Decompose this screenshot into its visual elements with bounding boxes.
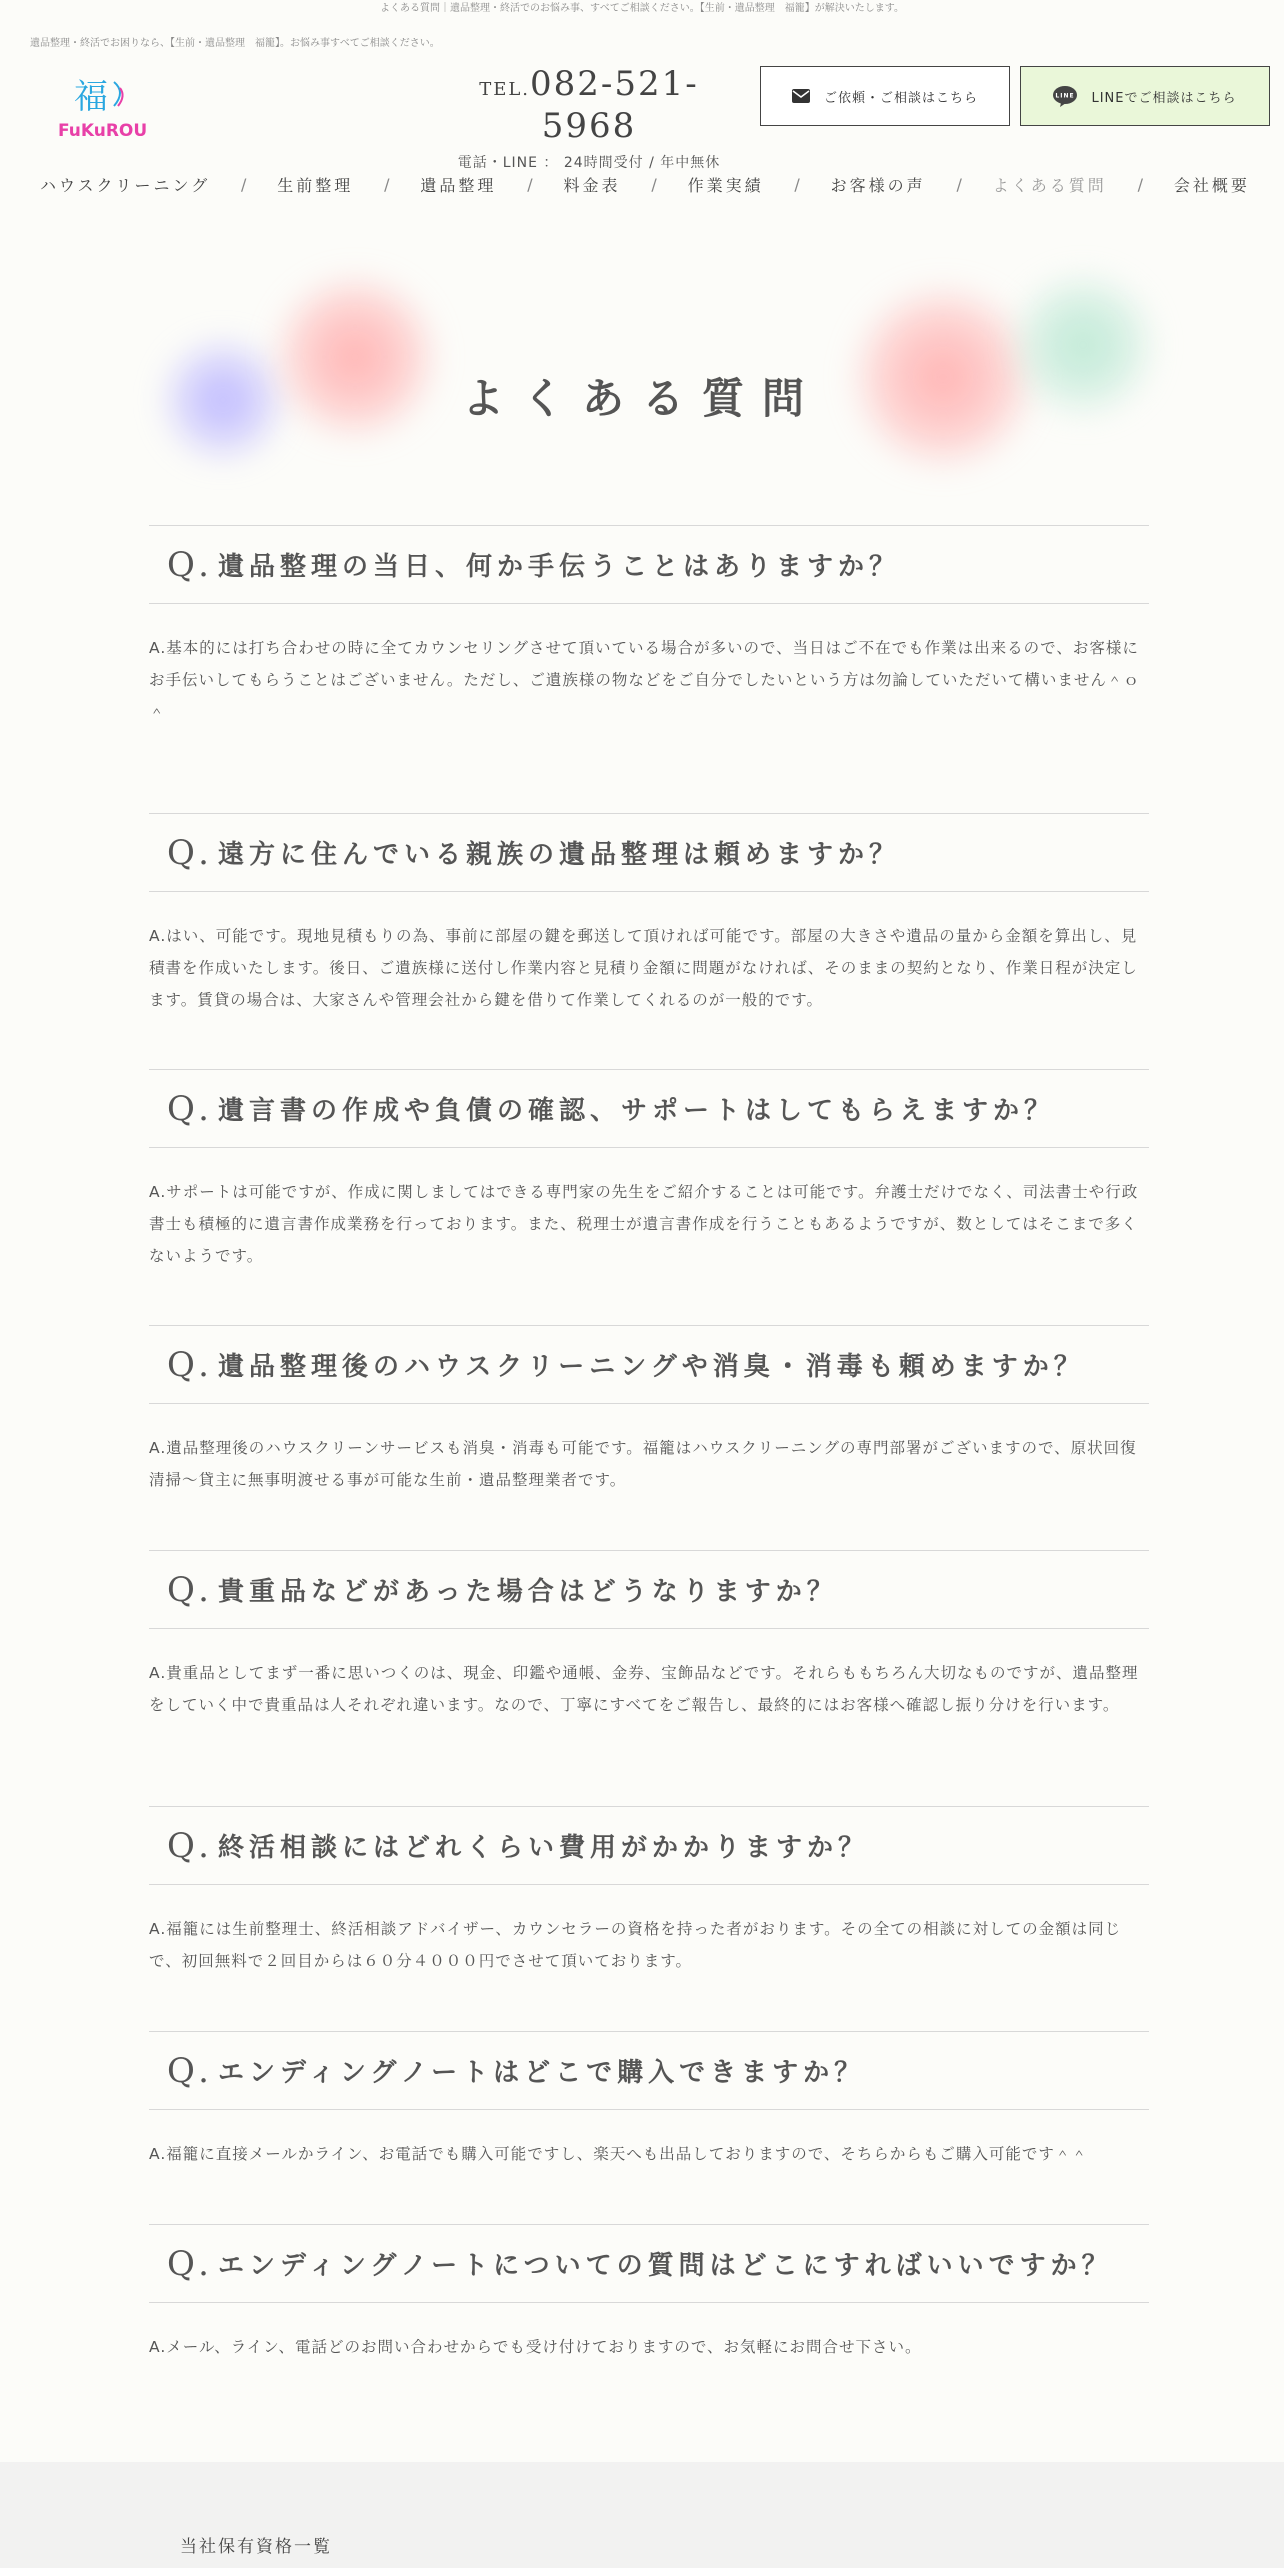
nav-item-pricing[interactable]: 料金表: [563, 176, 621, 195]
nav-separator: /: [956, 175, 962, 194]
nav-separator: /: [651, 175, 657, 194]
tel-number[interactable]: 082-521-5968: [530, 64, 699, 146]
nav-separator: /: [527, 175, 533, 194]
faq-item: [149, 1550, 1149, 1806]
faq-answer: A.メール、ライン、電話どのお問い合わせからでも受け付けておりますので、お気軽にお問合せ下さい。: [149, 2338, 922, 2356]
line-button[interactable]: [1020, 66, 1270, 126]
nav-item-seizen-seiri[interactable]: 生前整理: [277, 176, 354, 195]
line-icon: [1053, 85, 1077, 107]
faq-item: [149, 1325, 1149, 1550]
faq-question[interactable]: [149, 1806, 1149, 1885]
faq-question[interactable]: [149, 1325, 1149, 1404]
faq-answer: A.貴重品としてまず一番に思いつくのは、現金、印鑑や通帳、金券、宝飾品などです。それらももちろん大切なものですが、遺品整理をしていく中で貴重品は人それぞれ違います。なので、丁寧にすべてをご報告し、最終的にはお客様へ確認し振り分けを行います。: [149, 1664, 1139, 1714]
tel-block: [448, 66, 730, 172]
global-nav: [40, 173, 1250, 196]
faq-question-text: エンディングノートはどこで購入できますか？: [218, 2058, 866, 2088]
faq-question[interactable]: [149, 2031, 1149, 2110]
q-mark: Q.: [167, 2243, 214, 2284]
faq-question-text: 遺言書の作成や負債の確認、サポートはしてもらえますか？: [218, 1096, 1056, 1126]
faq-answer: A.遺品整理後のハウスクリーンサービスも消臭・消毒も可能です。福籠はハウスクリーニングの専門部署がございますので、原状回復清掃〜貸主に無事明渡せる事が可能な生前・遺品整理業者です。: [149, 1439, 1137, 1489]
site-logo[interactable]: [56, 68, 146, 144]
q-mark: Q.: [167, 2050, 214, 2091]
q-mark: Q.: [167, 544, 214, 585]
faq-question-text: 貴重品などがあった場合はどうなりますか？: [218, 1577, 838, 1607]
faq-answer: A.はい、可能です。現地見積もりの為、事前に部屋の鍵を郵送して頂ければ可能です。部屋の大きさや遺品の量から金額を算出し、見積書を作成いたします。後日、ご遺族様に送付し作業内容と見積り金額に問題がなければ、そのままの契約となり、作業日程が決定します。賃貸の場合は、大家さんや管理会社から鍵を借りて作業してくれるのが一般的です。: [149, 927, 1138, 1009]
contact-button-label: ご依頼・ご相談はこちら: [823, 90, 978, 106]
nav-item-faq[interactable]: よくある質問: [992, 176, 1107, 195]
q-mark: Q.: [167, 1825, 214, 1866]
faq-question[interactable]: [149, 1550, 1149, 1629]
faq-answer: A.基本的には打ち合わせの時に全てカウンセリングさせて頂いている場合が多いので、当日はご不在でも作業は出来るので、お客様にお手伝いしてもらうことはございません。ただし、ご遺族様の物などをご自分でしたいという方は勿論していただいて構いません＾ｏ＾: [149, 639, 1140, 721]
line-icon-label: LINE: [1055, 92, 1076, 100]
logo-text: FuKuROU: [58, 121, 146, 141]
nav-separator: /: [1137, 175, 1143, 194]
faq-question[interactable]: [149, 1069, 1149, 1148]
mail-icon: [792, 89, 810, 103]
logo-kanji: 福: [74, 77, 108, 117]
faq-question[interactable]: [149, 525, 1149, 604]
faq-question[interactable]: [149, 2224, 1149, 2303]
q-mark: Q.: [167, 832, 214, 873]
q-mark: Q.: [167, 1344, 214, 1385]
logo-mark-icon: [56, 68, 146, 144]
q-mark: Q.: [167, 1569, 214, 1610]
footer-band: [0, 2462, 1284, 2568]
nav-item-works[interactable]: 作業実績: [687, 176, 764, 195]
faq-item: [149, 2031, 1149, 2224]
nav-item-testimonials[interactable]: お客様の声: [830, 176, 926, 195]
faq-question-text: 遠方に住んでいる親族の遺品整理は頼めますか？: [218, 840, 901, 870]
tel-line[interactable]: [448, 66, 730, 150]
faq-question[interactable]: [149, 813, 1149, 892]
faq-item: [149, 525, 1149, 813]
nav-item-house-cleaning[interactable]: ハウスクリーニング: [40, 176, 211, 195]
nav-separator: /: [794, 175, 800, 194]
faq-item: [149, 1069, 1149, 1325]
page-title: よくある質問: [461, 374, 822, 424]
qualifications-heading: 当社保有資格一覧: [180, 2537, 332, 2557]
tel-hours: 電話・LINE ： 24時間受付 / 年中無休: [457, 155, 721, 171]
faq-item: [149, 2224, 1149, 2384]
faq-question-text: エンディングノートについての質問はどこにすればいいですか？: [218, 2251, 1113, 2281]
faq-answer: A.福籠には生前整理士、終活相談アドバイザー、カウンセラーの資格を持った者がおります。その全ての相談に対しての金額は同じで、初回無料で２回目からは６０分４０００円でさせて頂いております。: [149, 1920, 1122, 1970]
nav-separator: /: [384, 175, 390, 194]
nav-item-ihin-seiri[interactable]: 遺品整理: [420, 176, 497, 195]
q-mark: Q.: [167, 1088, 214, 1129]
faq-item: [149, 813, 1149, 1069]
contact-button[interactable]: [760, 66, 1010, 126]
faq-item: [149, 1806, 1149, 2031]
faq-answer: A.福籠に直接メールかライン、お電話でも購入可能ですし、楽天へも出品しておりますので、そちらからもご購入可能です＾＾: [149, 2145, 1088, 2163]
header-subtext: 遺品整理・終活でお困りなら、【生前・遺品整理 福籠】。お悩み事すべてご相談ください。: [30, 38, 440, 49]
line-button-label: LINEでご相談はこちら: [1091, 90, 1237, 106]
top-seo-text: よくある質問｜遺品整理・終活でのお悩み事、すべてご相談ください。【生前・遺品整理 福籠】が解決いたします。: [380, 3, 904, 14]
faq-question-text: 終活相談にはどれくらい費用がかかりますか？: [218, 1833, 870, 1863]
faq-list: [149, 525, 1149, 2384]
faq-answer: A.サポートは可能ですが、作成に関しましてはできる専門家の先生をご紹介することは可能です。弁護士だけでなく、司法書士や行政書士も積極的に遺言書作成業務を行っております。また、税理士が遺言書作成を行うこともあるようですが、数としてはそこまで多くないようです。: [149, 1183, 1139, 1265]
faq-question-text: 遺品整理の当日、何か手伝うことはありますか？: [218, 552, 901, 582]
nav-separator: /: [241, 175, 247, 194]
faq-question-text: 遺品整理後のハウスクリーニングや消臭・消毒も頼めますか？: [218, 1352, 1085, 1382]
tel-prefix: TEL.: [479, 79, 531, 100]
nav-item-company[interactable]: 会社概要: [1173, 176, 1250, 195]
